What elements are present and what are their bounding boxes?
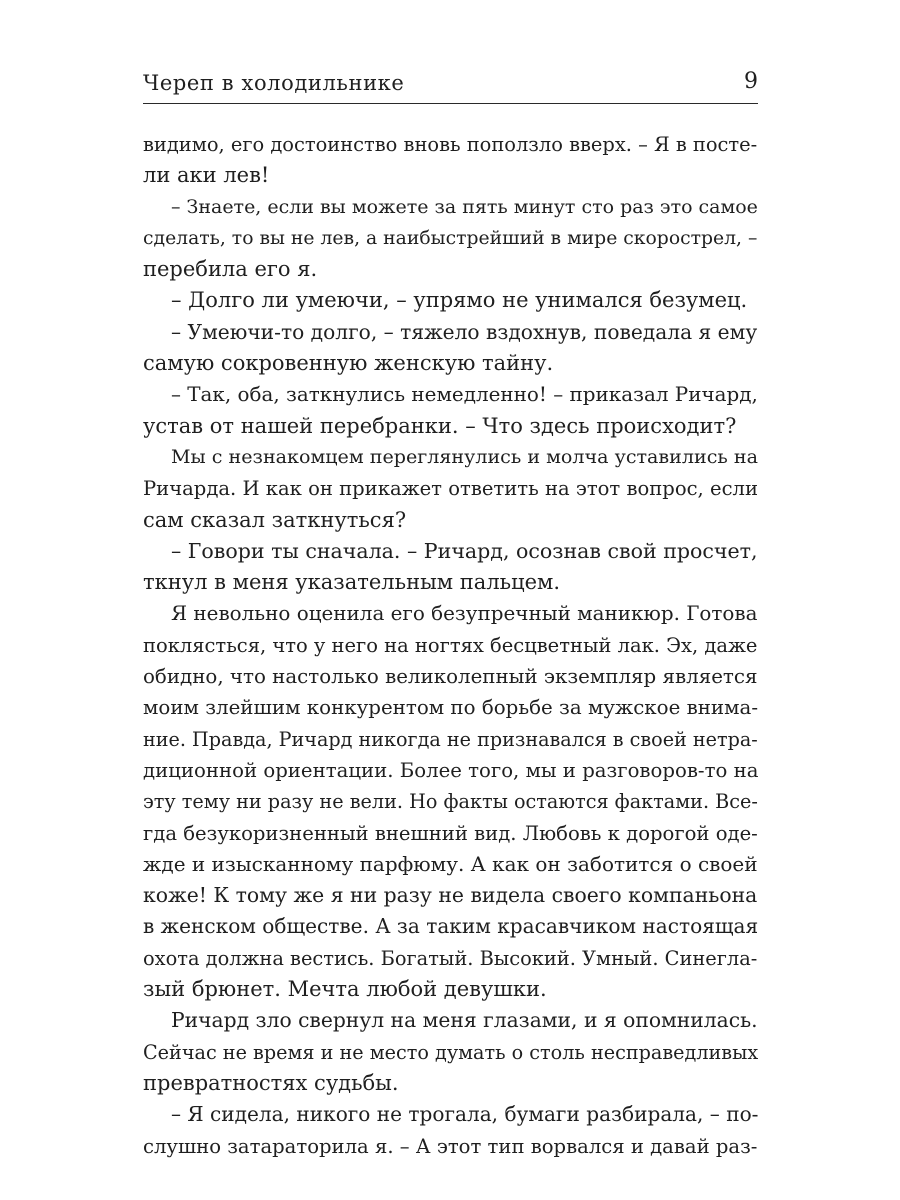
text-line: – Знаете, если вы можете за пять минут сто раз это самое (171, 195, 758, 218)
text-line: диционной ориентации. Более того, мы и разговоров-то на (143, 758, 759, 782)
text-line: в женском обществе. А за таким красавчиком настоящая (143, 914, 759, 939)
text-line: Я невольно оценила его безупречный маникюр. Готова (171, 602, 758, 626)
text-line: – Так, оба, заткнулись немедленно! – приказал Ричард, (171, 383, 758, 407)
text-line: – Долго ли умеючи, – упрямо не унимался безумец. (171, 288, 748, 313)
text-line: жде и изысканному парфюму. А как он заботится о своей (143, 851, 758, 876)
text-line: моим злейшим конкурентом по борьбе за мужское внима- (143, 696, 759, 720)
text-line: сам сказал заткнуться? (143, 507, 407, 532)
text-line: видимо, его достоинство вновь поползло вверх. – Я в посте- (143, 133, 758, 156)
running-header (143, 66, 758, 102)
text-line: коже! К тому же я ни разу не видела своего компаньона (143, 883, 758, 908)
page-number: 9 (744, 69, 758, 94)
text-line: поклясться, что у него на ногтях бесцветный лак. Эх, даже (143, 633, 758, 657)
text-line: эту тему ни разу не вели. Но факты остаются фактами. Все- (143, 790, 758, 814)
text-line: Ричард зло свернул на меня глазами, и я опомнилась. (171, 1008, 758, 1033)
text-line: устав от нашей перебранки. – Что здесь происходит? (143, 413, 737, 438)
text-line: самую сокровенную женскую тайну. (143, 351, 554, 376)
text-line: Ричарда. И как он прикажет ответить на этот вопрос, если (143, 477, 758, 501)
text-line: – Я сидела, никого не трогала, бумаги разбирала, – по- (171, 1102, 759, 1127)
text-line: гда безукоризненный внешний вид. Любовь к дорогой оде- (143, 821, 758, 845)
body-text (143, 129, 758, 1162)
text-line: Мы с незнакомцем переглянулись и молча уставились на (171, 445, 758, 468)
text-line: охота должна вестись. Богатый. Высокий. Умный. Синегла- (143, 946, 758, 970)
header-rule (143, 103, 758, 104)
text-line: зый брюнет. Мечта любой девушки. (143, 977, 547, 1002)
text-line: слушно затараторила я. – А этот тип ворвался и давай раз- (143, 1134, 758, 1158)
text-line: – Умеючи-то долго, – тяжело вздохнув, поведала я ему (171, 319, 758, 344)
text-line: – Говори ты сначала. – Ричард, осознав свой просчет, (171, 538, 758, 563)
text-line: ткнул в меня указательным пальцем. (143, 570, 561, 595)
text-line: перебила его я. (143, 257, 318, 282)
text-line: ли аки лев! (143, 163, 270, 188)
text-line: сделать, то вы не лев, а наибыстрейший в мире скорострел, – (143, 227, 758, 249)
text-line: превратностях судьбы. (143, 1070, 399, 1095)
text-line: ние. Правда, Ричард никогда не признавался в своей нетра- (143, 727, 758, 751)
text-line: Сейчас не время и не место думать о столь несправедливых (143, 1040, 759, 1064)
running-title: Череп в холодильнике (143, 71, 405, 95)
text-line: обидно, что настолько великолепный экземпляр является (143, 665, 758, 689)
